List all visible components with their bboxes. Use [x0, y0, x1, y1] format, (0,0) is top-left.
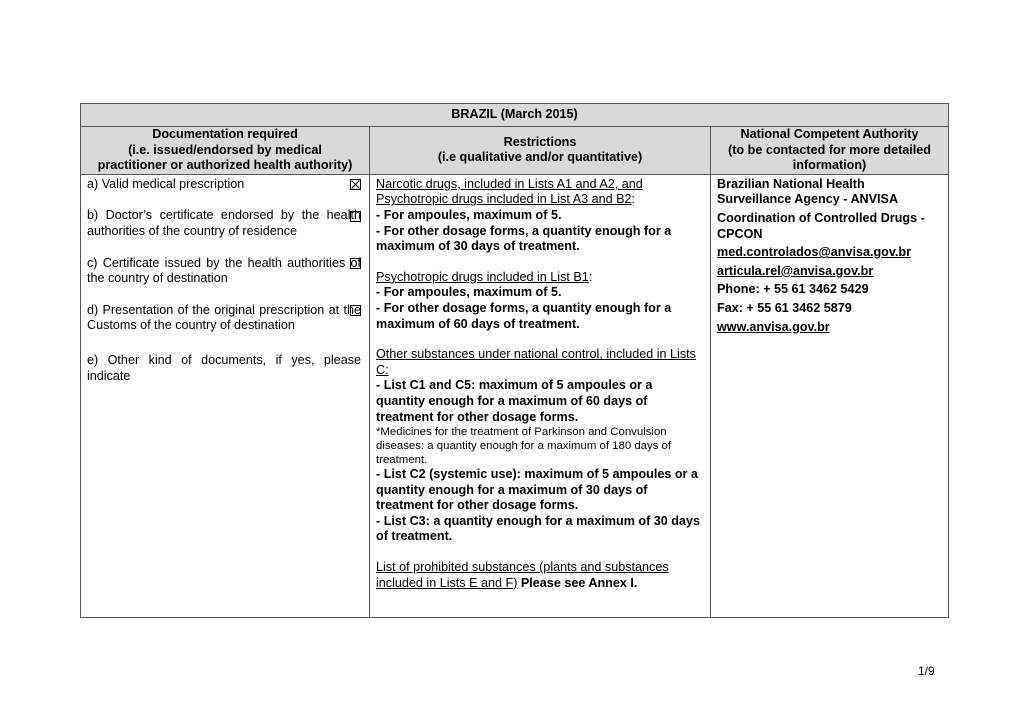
parkinson-note: *Medicines for the treatment of Parkinson and Convulsion diseases: a quantity enough for a maximum of 180 days of treatment.: [376, 426, 672, 467]
authority-email-articula[interactable]: articula.rel@anvisa.gov.br: [717, 263, 874, 278]
documentation-cell: [81, 174, 370, 617]
authority-website[interactable]: www.anvisa.gov.br: [717, 319, 830, 334]
authority-email-controlados[interactable]: med.controlados@anvisa.gov.br: [717, 245, 911, 260]
prohibited-substances: List of prohibited substances (plants and substances included in Lists E and F) Please see Annex I.: [376, 560, 669, 590]
authority-coordination: Coordination of Controlled Drugs - CPCON: [717, 210, 925, 241]
authority-fax: Fax: + 55 61 3462 5879: [717, 300, 852, 315]
list-c1-c5: - List C1 and C5: maximum of 5 ampoules or a quantity enough for a maximum of 60 days of treatment for other dosage forms.: [376, 378, 653, 424]
authority-phone: Phone: + 55 61 3462 5429: [717, 282, 869, 297]
doc-item-e: [87, 353, 363, 384]
doc-item-d-checkbox[interactable]: [350, 305, 361, 316]
header-restrictions-line2: (i.e qualitative and/or quantitative): [437, 150, 643, 165]
header-documentation-line1: Documentation required: [152, 127, 298, 141]
b1-other-forms: - For other dosage forms, a quantity enough for a maximum of 60 days of treatment.: [376, 300, 672, 331]
page-number: 1/9: [918, 664, 935, 678]
narcotic-ampoules: - For ampoules, maximum of 5.: [376, 207, 562, 222]
doc-item-c-label: c) Certificate issued by the health authorities of the country of destination: [87, 255, 361, 286]
restrictions-cell: [370, 174, 711, 617]
other-substances-heading: Other substances under national control, included in Lists C:: [376, 347, 696, 377]
b1-ampoules: - For ampoules, maximum of 5.: [376, 285, 562, 300]
header-documentation: [81, 127, 370, 175]
doc-item-d-label: d) Presentation of the original prescription at the Customs of the country of destination: [87, 302, 361, 333]
brazil-requirements-table: [80, 103, 949, 618]
header-authority: [711, 127, 949, 175]
doc-item-a-label: a) Valid medical prescription: [87, 176, 245, 191]
list-c3: - List C3: a quantity enough for a maximum of 30 days of treatment.: [376, 513, 700, 544]
b1-heading: Psychotropic drugs included in List B1:: [376, 269, 593, 284]
doc-item-c: [87, 256, 363, 287]
header-documentation-line3: practitioner or authorized health authority): [97, 158, 353, 173]
header-restrictions-line1: Restrictions: [503, 134, 577, 149]
authority-agency: Brazilian National Health Surveillance Agency - ANVISA: [717, 176, 899, 207]
header-authority-line1: National Competent Authority: [740, 127, 919, 141]
doc-item-c-checkbox[interactable]: [350, 258, 361, 269]
table-title: BRAZIL (March 2015): [81, 104, 949, 127]
doc-item-a: [87, 177, 363, 193]
list-c2: - List C2 (systemic use): maximum of 5 ampoules or a quantity enough for a maximum of 30 days of treatment for other dosage forms.: [376, 467, 698, 513]
narcotic-heading: Narcotic drugs, included in Lists A1 and A2, and Psychotropic drugs included in List A3 and B2:: [376, 176, 643, 207]
doc-item-e-label: e) Other kind of documents, if yes, please indicate: [87, 352, 361, 383]
header-authority-line3: information): [792, 158, 867, 173]
doc-item-a-checkbox[interactable]: [350, 179, 361, 190]
doc-item-b-label: b) Doctor’s certificate endorsed by the health authorities of the country of residence: [87, 208, 361, 238]
header-authority-line2: (to be contacted for more detailed: [728, 142, 931, 157]
header-restrictions: [370, 127, 711, 175]
doc-item-b-checkbox[interactable]: [350, 211, 361, 222]
doc-item-b: [87, 208, 363, 239]
authority-cell: [711, 174, 949, 617]
doc-item-d: [87, 303, 363, 334]
narcotic-other-forms: - For other dosage forms, a quantity enough for a maximum of 30 days of treatment.: [376, 223, 672, 254]
header-documentation-line2: (i.e. issued/endorsed by medical: [128, 142, 322, 157]
